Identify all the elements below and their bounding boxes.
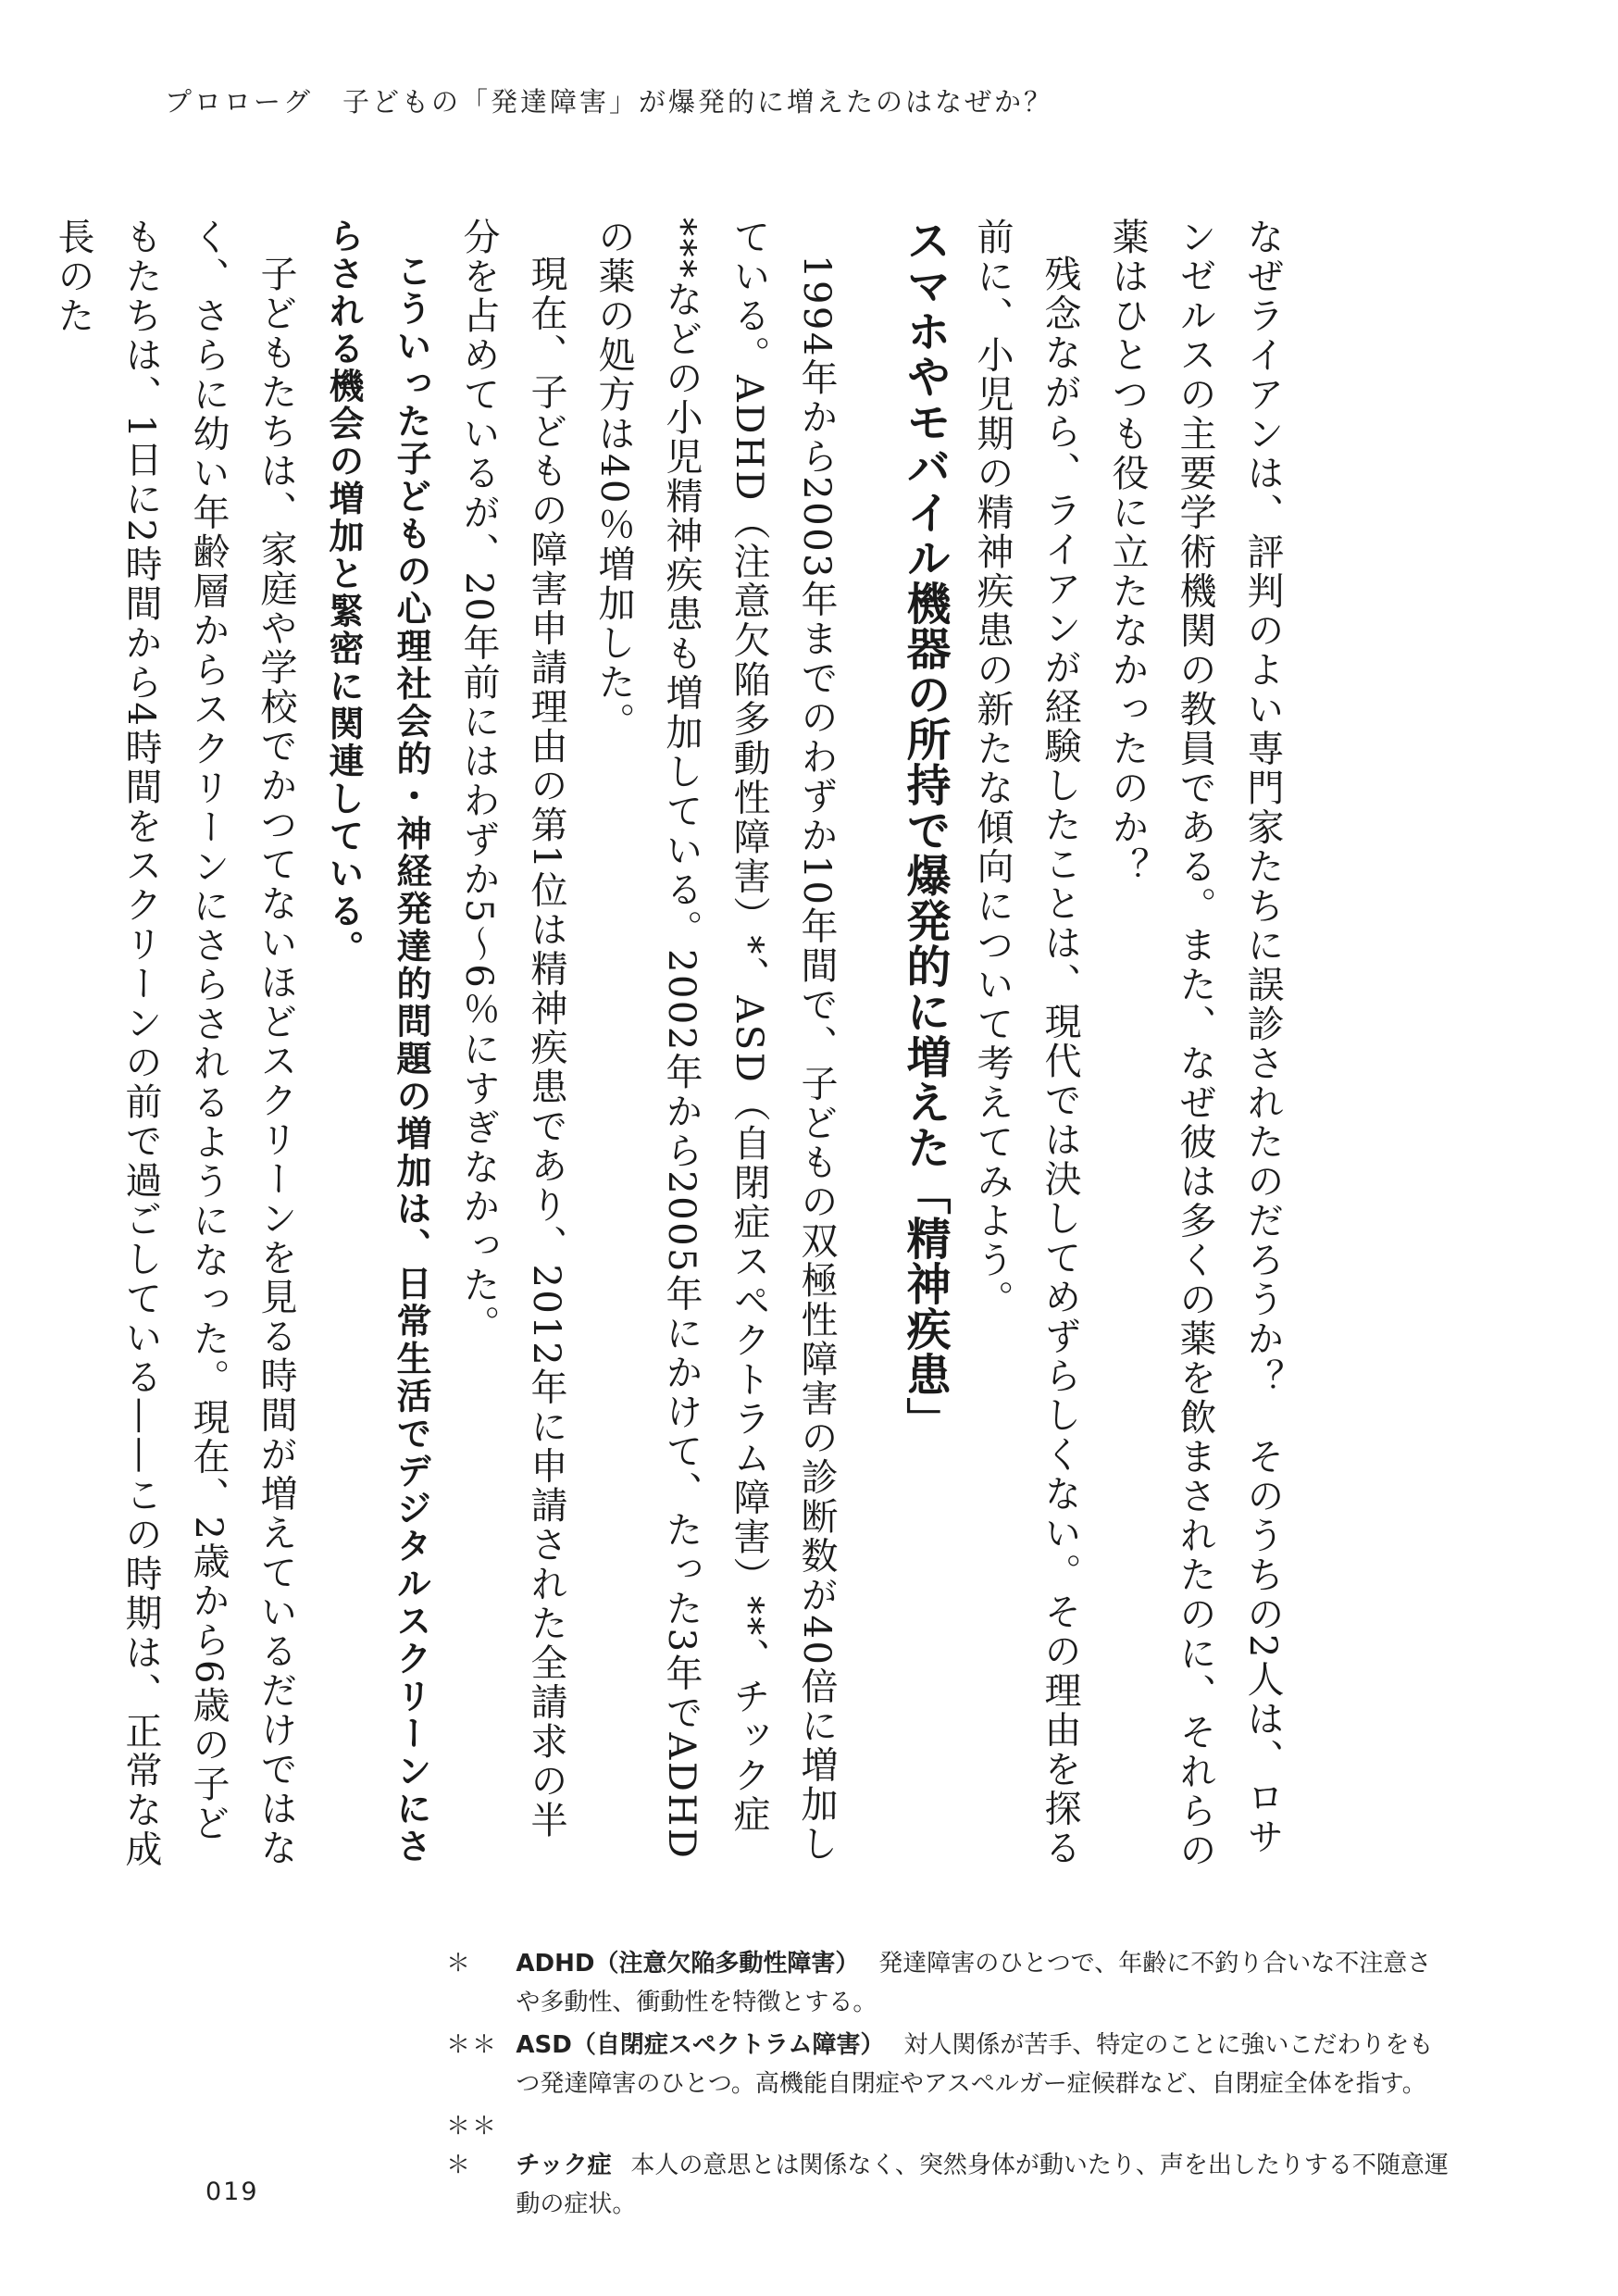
footnotes <box>446 1944 1455 2227</box>
footnote <box>446 1944 1455 2022</box>
footnote-text: 本人の意思とは関係なく、突然身体が動いたり、声を出したりする不随意運動の症状。 <box>516 2152 1449 2218</box>
section-heading: スマホやモバイル機器の所持で爆発的に増えた「精神疾患」 <box>899 218 951 1442</box>
footnote-text: 対人関係が苦手、特定のことに強いこだわりをもつ発達障害のひとつ。高機能自閉症やアスペルガー症候群など、自閉症全体を指す。 <box>516 2031 1434 2098</box>
footnote-text: 発達障害のひとつで、年齢に不釣り合いな不注意さや多動性、衝動性を特徴とする。 <box>516 1950 1432 2016</box>
body-text <box>52 218 1296 1875</box>
footnote-term: ADHD（注意欠陥多動性障害） <box>516 1950 860 1978</box>
paragraph-3: 1994年から2003年までのわずか10年間で、子どもの双極性障害の診断数が40倍に増加している。ADHD（注意欠陥多動性障害）*、ASD（自閉症スペクトラム障害）**、チック症***などの小児精神疾患も増加している。2002年から2005年にかけて、たった3年でADHDの薬の処方は40％増加した。 <box>592 218 838 1864</box>
footnote-term: ASD（自閉症スペクトラム障害） <box>516 2031 885 2059</box>
paragraph-5-bold: こういった子どもの心理社会的・神経発達的問題の増加は、日常生活でデジタルスクリーンにさらされる機会の増加と緊密に関連している。 <box>323 218 431 1866</box>
footnote-marker: ＊＊ <box>446 2031 499 2059</box>
footnote <box>446 2107 1455 2224</box>
footnote <box>446 2026 1455 2103</box>
footnote-term: チック症 <box>516 2152 612 2179</box>
paragraph-1: なぜライアンは、評判のよい専門家たちに誤診されたのだろうか？ そのうちの2人は、ロサンゼルスの主要学術機関の教員である。また、なぜ彼は多くの薬を飲まされたのに、それらの薬はひとつも役に立たなかったのか？ <box>1106 218 1284 1870</box>
paragraph-4: 現在、子どもの障害申請理由の第1位は精神疾患であり、2012年に申請された全請求の半分を占めているが、20年前にはわずか5〜6％にすぎなかった。 <box>457 218 567 1841</box>
footnote-marker: ＊＊＊ <box>446 2113 499 2179</box>
running-head: プロローグ 子どもの「発達障害」が爆発的に増えたのはなぜか？ <box>165 86 1054 118</box>
footnote-marker: ＊ <box>446 1950 473 1978</box>
paragraph-2: 残念ながら、ライアンが経験したことは、現代では決してめずらしくない。その理由を探る前に、小児期の精神疾患の新たな傾向について考えてみよう。 <box>971 218 1081 1868</box>
paragraph-6: 子どもたちは、家庭や学校でかつてないほどスクリーンを見る時間が増えているだけではなく、さらに幼い年齢層からスクリーンにさらされるようになった。現在、2歳から6歳の子どもたちは、1日に2時間から4時間をスクリーンの前で過ごしている——この時期は、正常な成長のた <box>52 218 297 1869</box>
page-number: 019 <box>205 2177 259 2206</box>
